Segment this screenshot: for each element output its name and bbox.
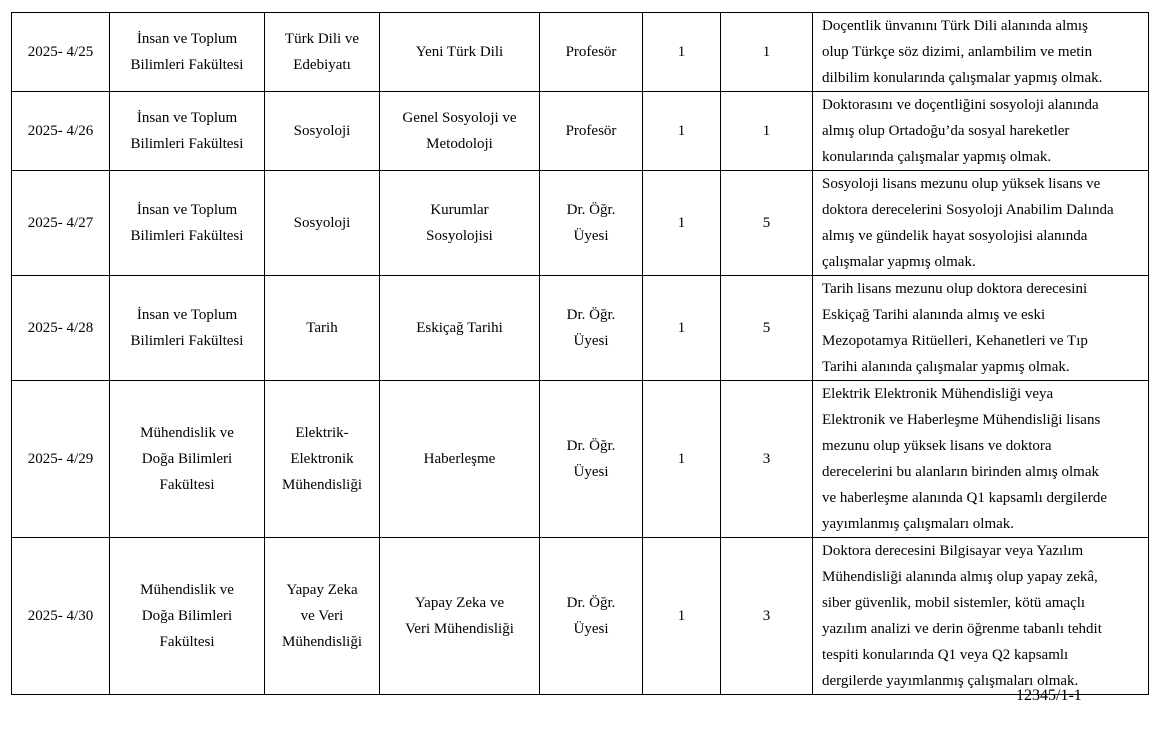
division-cell: Haberleşme — [380, 381, 540, 538]
title-cell: Dr. Öğr. Üyesi — [540, 381, 643, 538]
department-cell: Türk Dili ve Edebiyatı — [265, 13, 380, 92]
faculty-cell: İnsan ve Toplum Bilimleri Fakültesi — [110, 92, 265, 171]
listing-number-cell: 2025- 4/25 — [12, 13, 110, 92]
listing-number-cell: 2025- 4/27 — [12, 171, 110, 276]
faculty-cell: İnsan ve Toplum Bilimleri Fakültesi — [110, 276, 265, 381]
requirements-cell: Elektrik Elektronik Mühendisliği veya Elektronik ve Haberleşme Mühendisliği lisans mezunu olup yüksek lisans ve doktora derecelerini bu alanların birinden almış olmak ve haberleşme alanında Q1 kapsamlı dergilerde yayımlanmış çalışmaları olmak. — [813, 381, 1149, 538]
listing-number-cell: 2025- 4/29 — [12, 381, 110, 538]
division-cell: Yeni Türk Dili — [380, 13, 540, 92]
requirements-cell: Doktorasını ve doçentliğini sosyoloji alanında almış olup Ortadoğu’da sosyal hareketler konularında çalışmalar yapmış olmak. — [813, 92, 1149, 171]
department-cell: Elektrik- Elektronik Mühendisliği — [265, 381, 380, 538]
listing-number-cell: 2025- 4/28 — [12, 276, 110, 381]
department-cell: Yapay Zeka ve Veri Mühendisliği — [265, 538, 380, 695]
faculty-cell: İnsan ve Toplum Bilimleri Fakültesi — [110, 13, 265, 92]
degree-cell: 1 — [643, 171, 721, 276]
faculty-cell: Mühendislik ve Doğa Bilimleri Fakültesi — [110, 381, 265, 538]
requirements-cell: Doçentlik ünvanını Türk Dili alanında almış olup Türkçe söz dizimi, anlambilim ve metin dilbilim konularında çalışmalar yapmış olmak. — [813, 13, 1149, 92]
title-cell: Profesör — [540, 92, 643, 171]
degree-cell: 1 — [643, 13, 721, 92]
title-cell: Dr. Öğr. Üyesi — [540, 276, 643, 381]
table-row — [12, 171, 1149, 276]
requirements-cell: Tarih lisans mezunu olup doktora derecesini Eskiçağ Tarihi alanında almış ve eski Mezopotamya Ritüelleri, Kehanetleri ve Tıp Tarihi alanında çalışmalar yapmış olmak. — [813, 276, 1149, 381]
table-row — [12, 92, 1149, 171]
title-cell: Dr. Öğr. Üyesi — [540, 538, 643, 695]
department-cell: Sosyoloji — [265, 171, 380, 276]
division-cell: Yapay Zeka ve Veri Mühendisliği — [380, 538, 540, 695]
position-count-cell: 5 — [721, 171, 813, 276]
division-cell: Kurumlar Sosyolojisi — [380, 171, 540, 276]
department-cell: Sosyoloji — [265, 92, 380, 171]
position-count-cell: 3 — [721, 381, 813, 538]
listing-number-cell: 2025- 4/30 — [12, 538, 110, 695]
position-count-cell: 1 — [721, 13, 813, 92]
requirements-cell: Doktora derecesini Bilgisayar veya Yazılım Mühendisliği alanında almış olup yapay zekâ, siber güvenlik, mobil sistemler, kötü amaçlı yazılım analizi ve derin öğrenme tabanlı tehdit tespiti konularında Q1 veya Q2 kapsamlı dergilerde yayımlanmış çalışmaları olmak. — [813, 538, 1149, 695]
document-code: 12345/1-1 — [1016, 687, 1082, 704]
position-count-cell: 3 — [721, 538, 813, 695]
table-body — [12, 13, 1149, 695]
position-count-cell: 1 — [721, 92, 813, 171]
position-listing-table — [11, 12, 1149, 695]
table-row — [12, 276, 1149, 381]
department-cell: Tarih — [265, 276, 380, 381]
title-cell: Dr. Öğr. Üyesi — [540, 171, 643, 276]
table-row — [12, 13, 1149, 92]
degree-cell: 1 — [643, 538, 721, 695]
table-row — [12, 381, 1149, 538]
table-row — [12, 538, 1149, 695]
division-cell: Genel Sosyoloji ve Metodoloji — [380, 92, 540, 171]
division-cell: Eskiçağ Tarihi — [380, 276, 540, 381]
requirements-cell: Sosyoloji lisans mezunu olup yüksek lisans ve doktora derecelerini Sosyoloji Anabilim Dalında almış ve gündelik hayat sosyolojisi alanında çalışmalar yapmış olmak. — [813, 171, 1149, 276]
listing-number-cell: 2025- 4/26 — [12, 92, 110, 171]
faculty-cell: Mühendislik ve Doğa Bilimleri Fakültesi — [110, 538, 265, 695]
position-count-cell: 5 — [721, 276, 813, 381]
degree-cell: 1 — [643, 276, 721, 381]
degree-cell: 1 — [643, 92, 721, 171]
faculty-cell: İnsan ve Toplum Bilimleri Fakültesi — [110, 171, 265, 276]
title-cell: Profesör — [540, 13, 643, 92]
degree-cell: 1 — [643, 381, 721, 538]
